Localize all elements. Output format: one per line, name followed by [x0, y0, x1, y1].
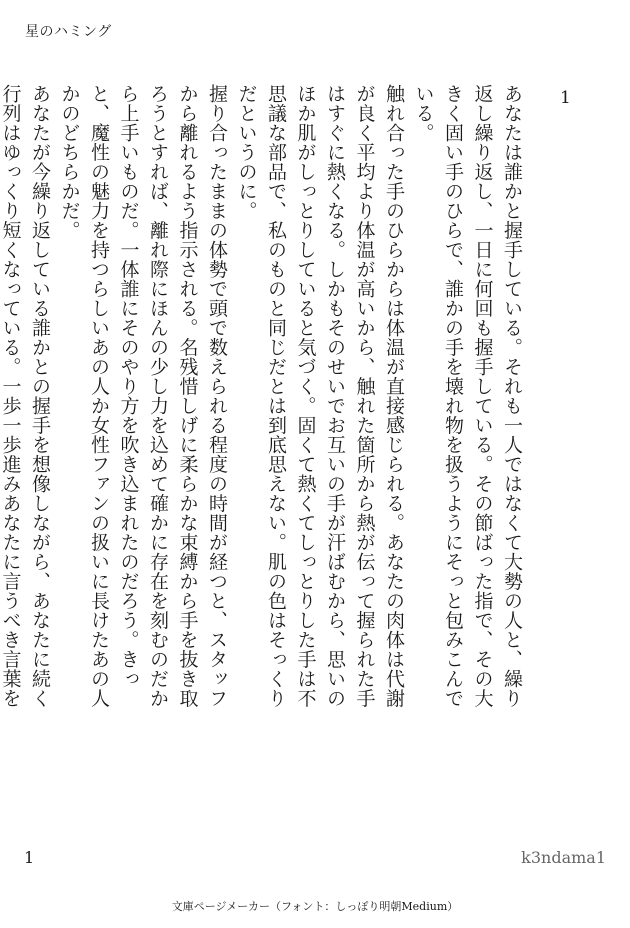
generator-credit: 文庫ページメーカー（フォント：しっぽり明朝Medium） — [171, 900, 459, 913]
book-title: 星のハミング — [25, 24, 112, 40]
page-number: 1 — [24, 848, 35, 867]
chapter-number: 1 — [560, 88, 571, 108]
body-text — [0, 84, 526, 724]
paragraph-3: 握り合ったままの体勢で頭で数えられる程度の時間が経つと、スタッフから離れるよう指示される。名残惜しげに柔らかな束縛から手を抜き取ろうとすれば、離れ際にほんの少し力を込めて確かに存在を刻むのだから上手いものだ。一体誰にそのやり方を吹き込まれたのだろう。きっと、魔性の魅力を持つらしいあの人か女性ファンの扱いに長けたあの人かのどちらかだ。 — [58, 84, 228, 708]
paragraph-4: あなたが今繰り返している誰かとの握手を想像しながら、あなたに続く行列はゆっくり短くなっている。一歩一歩進みあなたに言うべき言葉を — [0, 84, 51, 708]
paragraph-2: 触れ合った手のひらからは体温が直接感じられる。あなたの肉体は代謝が良く平均より体温が高いから、触れた箇所から熱が伝って握られた手はすぐに熱くなる。しかもそのせいでお互いの手が汗ばむから、思いのほか肌がしっとりしていると気づく。固くて熱くてしっとりした手は不思議な部品で、私のものと同じだとは到底思えない。肌の色はそっくりだというのに。 — [235, 84, 405, 708]
paragraph-1: あなたは誰かと握手している。それも一人ではなくて大勢の人と、繰り返し繰り返し、一日に何回も握手している。その節ばった指で、その大きく固い手のひらで、誰かの手を壊れ物を扱うようにそっと包みこんでいる。 — [412, 84, 523, 708]
author-name: k3ndama1 — [521, 848, 606, 867]
